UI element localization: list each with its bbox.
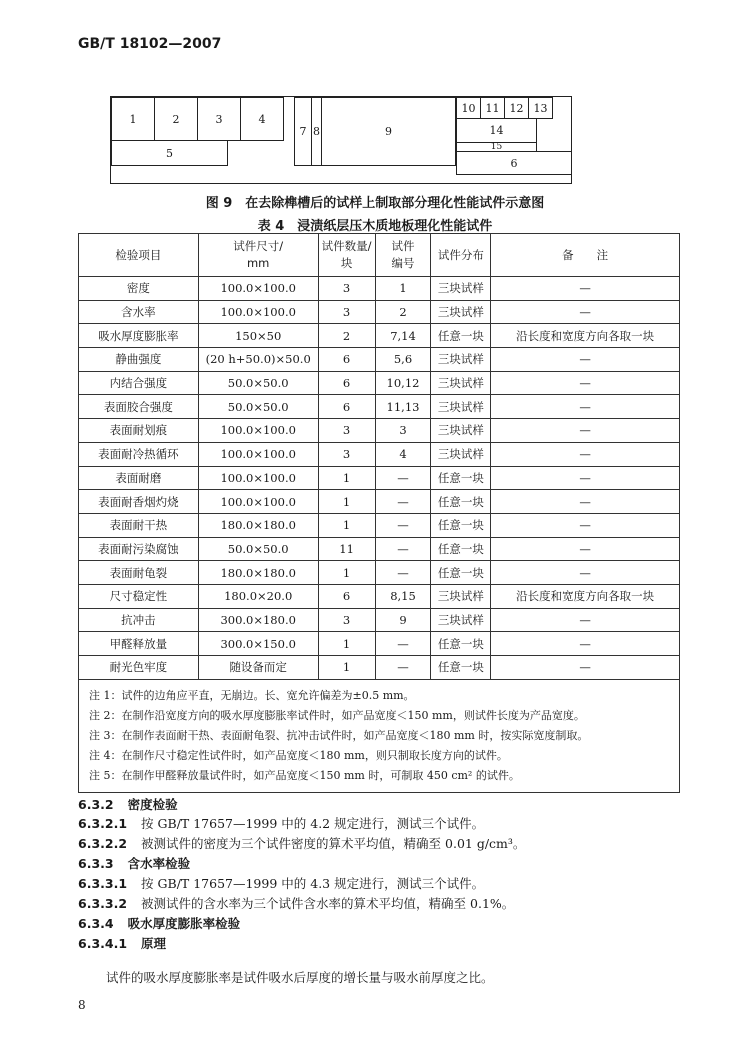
cell-code: 3 <box>375 419 431 443</box>
section-text: 被测试件的密度为三个试件密度的算术平均值，精确至 0.01 g/cm³。 <box>141 836 526 851</box>
cell-item: 静曲强度 <box>79 348 199 372</box>
section-text: 吸水厚度膨胀率检验 <box>127 916 241 931</box>
cell-size: 300.0×180.0 <box>198 608 318 632</box>
figure-cell: 12 <box>504 97 529 119</box>
cell-item: 抗冲击 <box>79 608 199 632</box>
cell-code: — <box>375 537 431 561</box>
cell-size: 100.0×100.0 <box>198 490 318 514</box>
cell-size: 180.0×180.0 <box>198 513 318 537</box>
cell-size: 100.0×100.0 <box>198 466 318 490</box>
cell-dist: 任意一块 <box>431 632 491 656</box>
table-notes-row <box>79 679 680 792</box>
cell-code: — <box>375 656 431 680</box>
cell-count: 3 <box>318 608 375 632</box>
section-text: 含水率检验 <box>127 856 191 871</box>
section-number: 6.3.3.1 <box>78 876 128 891</box>
cell-dist: 任意一块 <box>431 324 491 348</box>
cell-size: 150×50 <box>198 324 318 348</box>
cell-remark: — <box>491 300 680 324</box>
cell-item: 表面耐龟裂 <box>79 561 199 585</box>
table-row <box>79 277 680 301</box>
table-row <box>79 466 680 490</box>
section-text: 原理 <box>141 936 167 951</box>
cell-remark: — <box>491 608 680 632</box>
cell-remark: — <box>491 656 680 680</box>
cell-item: 密度 <box>79 277 199 301</box>
principle-paragraph: 试件的吸水厚度膨胀率是试件吸水后厚度的增长量与吸水前厚度之比。 <box>106 970 494 985</box>
cell-size: 50.0×50.0 <box>198 371 318 395</box>
cell-code: 7,14 <box>375 324 431 348</box>
cell-remark: 沿长度和宽度方向各取一块 <box>491 584 680 608</box>
cell-count: 2 <box>318 324 375 348</box>
cell-code: 11,13 <box>375 395 431 419</box>
table-row <box>79 371 680 395</box>
section-clause <box>78 894 514 912</box>
cell-code: — <box>375 513 431 537</box>
cell-count: 1 <box>318 632 375 656</box>
cell-count: 6 <box>318 371 375 395</box>
cell-dist: 任意一块 <box>431 513 491 537</box>
cell-size: 180.0×20.0 <box>198 584 318 608</box>
page-number: 8 <box>78 998 86 1012</box>
cell-dist: 三块试样 <box>431 395 491 419</box>
section-heading <box>78 854 190 872</box>
table-row <box>79 300 680 324</box>
cell-count: 11 <box>318 537 375 561</box>
cell-count: 1 <box>318 513 375 537</box>
cell-remark: — <box>491 466 680 490</box>
cell-size: 100.0×100.0 <box>198 442 318 466</box>
cell-dist: 任意一块 <box>431 466 491 490</box>
table-row <box>79 608 680 632</box>
cell-size: (20 h+50.0)×50.0 <box>198 348 318 372</box>
section-clause <box>78 834 525 852</box>
table-row <box>79 419 680 443</box>
cell-count: 1 <box>318 656 375 680</box>
section-text: 按 GB/T 17657—1999 中的 4.3 规定进行，测试三个试件。 <box>141 876 485 891</box>
cell-remark: — <box>491 395 680 419</box>
section-clause <box>78 874 484 892</box>
section-number: 6.3.2.2 <box>78 836 128 851</box>
cell-dist: 三块试样 <box>431 584 491 608</box>
section-clause <box>78 814 484 832</box>
cell-item: 表面耐划痕 <box>79 419 199 443</box>
cell-code: 1 <box>375 277 431 301</box>
section-heading <box>78 934 166 952</box>
standard-number: GB/T 18102—2007 <box>78 36 222 52</box>
cell-dist: 任意一块 <box>431 561 491 585</box>
table-header-row <box>79 234 680 277</box>
cell-item: 表面耐干热 <box>79 513 199 537</box>
cell-remark: — <box>491 561 680 585</box>
cell-count: 1 <box>318 490 375 514</box>
section-number: 6.3.4 <box>78 916 114 931</box>
cell-dist: 三块试样 <box>431 348 491 372</box>
cell-item: 表面胶合强度 <box>79 395 199 419</box>
figure-cell: 4 <box>240 97 284 141</box>
cell-item: 甲醛释放量 <box>79 632 199 656</box>
figure-cell: 5 <box>111 140 228 166</box>
table-row <box>79 490 680 514</box>
figure-cell: 14 <box>456 118 537 143</box>
table-row <box>79 348 680 372</box>
cell-code: 5,6 <box>375 348 431 372</box>
figure-cell: 8 <box>311 97 322 166</box>
table-note: 注 3：在制作表面耐干热、表面耐龟裂、抗冲击试件时，如产品宽度＜180 mm 时，按实际宽度制取。 <box>89 728 589 742</box>
specimen-layout-figure <box>110 96 572 184</box>
table-row <box>79 656 680 680</box>
section-number: 6.3.3.2 <box>78 896 128 911</box>
cell-code: — <box>375 561 431 585</box>
cell-dist: 三块试样 <box>431 608 491 632</box>
header-remark: 备 注 <box>491 234 680 277</box>
section-text: 按 GB/T 17657—1999 中的 4.2 规定进行，测试三个试件。 <box>141 816 485 831</box>
cell-code: 2 <box>375 300 431 324</box>
table-row <box>79 584 680 608</box>
cell-size: 300.0×150.0 <box>198 632 318 656</box>
cell-count: 3 <box>318 277 375 301</box>
cell-count: 3 <box>318 300 375 324</box>
cell-size: 100.0×100.0 <box>198 277 318 301</box>
cell-dist: 三块试样 <box>431 300 491 324</box>
cell-code: — <box>375 490 431 514</box>
figure-caption: 图 9 在去除榫槽后的试样上制取部分理化性能试件示意图 <box>205 196 545 211</box>
cell-dist: 任意一块 <box>431 490 491 514</box>
cell-remark: — <box>491 632 680 656</box>
cell-size: 100.0×100.0 <box>198 300 318 324</box>
cell-dist: 任意一块 <box>431 537 491 561</box>
header-distribution: 试件分布 <box>431 234 491 277</box>
figure-cell: 11 <box>480 97 505 119</box>
table-note: 注 2：在制作沿宽度方向的吸水厚度膨胀率试件时，如产品宽度＜150 mm，则试件长度为产品宽度。 <box>89 708 585 722</box>
cell-count: 6 <box>318 584 375 608</box>
cell-size: 100.0×100.0 <box>198 419 318 443</box>
cell-count: 1 <box>318 466 375 490</box>
table-note: 注 1：试件的边角应平直，无崩边。长、宽允许偏差为±0.5 mm。 <box>89 688 415 702</box>
cell-size: 180.0×180.0 <box>198 561 318 585</box>
cell-item: 表面耐磨 <box>79 466 199 490</box>
cell-count: 3 <box>318 419 375 443</box>
cell-code: 10,12 <box>375 371 431 395</box>
cell-remark: — <box>491 490 680 514</box>
header-code: 试件 编号 <box>375 234 431 277</box>
cell-remark: 沿长度和宽度方向各取一块 <box>491 324 680 348</box>
cell-count: 6 <box>318 395 375 419</box>
cell-code: — <box>375 466 431 490</box>
table-row <box>79 324 680 348</box>
cell-dist: 三块试样 <box>431 277 491 301</box>
section-text: 密度检验 <box>127 797 178 812</box>
cell-count: 6 <box>318 348 375 372</box>
cell-dist: 三块试样 <box>431 442 491 466</box>
figure-cell: 2 <box>154 97 198 141</box>
section-text: 被测试件的含水率为三个试件含水率的算术平均值，精确至 0.1%。 <box>141 896 515 911</box>
section-heading <box>78 914 240 932</box>
cell-count: 3 <box>318 442 375 466</box>
table-notes <box>79 679 680 792</box>
cell-item: 表面耐冷热循环 <box>79 442 199 466</box>
cell-item: 含水率 <box>79 300 199 324</box>
cell-count: 1 <box>318 561 375 585</box>
cell-dist: 三块试样 <box>431 419 491 443</box>
cell-size: 50.0×50.0 <box>198 537 318 561</box>
figure-cell: 9 <box>321 97 456 166</box>
cell-item: 尺寸稳定性 <box>79 584 199 608</box>
section-number: 6.3.2.1 <box>78 816 128 831</box>
table-note: 注 5：在制作甲醛释放量试件时，如产品宽度＜150 mm 时，可制取 450 cm² 的试件。 <box>89 768 520 782</box>
cell-code: — <box>375 632 431 656</box>
cell-item: 表面耐香烟灼烧 <box>79 490 199 514</box>
section-number: 6.3.4.1 <box>78 936 128 951</box>
section-number: 6.3.2 <box>78 797 114 812</box>
figure-cell: 6 <box>456 151 572 175</box>
cell-remark: — <box>491 419 680 443</box>
cell-remark: — <box>491 537 680 561</box>
table-note: 注 4：在制作尺寸稳定性试件时，如产品宽度＜180 mm，则只制取长度方向的试件。 <box>89 748 508 762</box>
table-row <box>79 513 680 537</box>
cell-dist: 三块试样 <box>431 371 491 395</box>
cell-code: 9 <box>375 608 431 632</box>
cell-code: 4 <box>375 442 431 466</box>
table-row <box>79 632 680 656</box>
cell-remark: — <box>491 442 680 466</box>
figure-cell: 3 <box>197 97 241 141</box>
table-row <box>79 537 680 561</box>
table-row <box>79 442 680 466</box>
cell-item: 内结合强度 <box>79 371 199 395</box>
cell-item: 吸水厚度膨胀率 <box>79 324 199 348</box>
cell-remark: — <box>491 348 680 372</box>
cell-remark: — <box>491 371 680 395</box>
figure-cell: 7 <box>294 97 312 166</box>
cell-code: 8,15 <box>375 584 431 608</box>
section-heading <box>78 795 178 813</box>
header-size: 试件尺寸/ mm <box>198 234 318 277</box>
figure-cell: 15 <box>456 142 537 152</box>
header-count: 试件数量/ 块 <box>318 234 375 277</box>
section-number: 6.3.3 <box>78 856 114 871</box>
cell-item: 耐光色牢度 <box>79 656 199 680</box>
cell-dist: 任意一块 <box>431 656 491 680</box>
figure-cell: 1 <box>111 97 155 141</box>
figure-cell: 13 <box>528 97 553 119</box>
cell-item: 表面耐污染腐蚀 <box>79 537 199 561</box>
table-caption: 表 4 浸渍纸层压木质地板理化性能试件 <box>257 219 493 234</box>
cell-size: 随设备而定 <box>198 656 318 680</box>
cell-size: 50.0×50.0 <box>198 395 318 419</box>
table-row <box>79 561 680 585</box>
specimen-table <box>78 233 680 793</box>
figure-cell: 10 <box>456 97 481 119</box>
header-item: 检验项目 <box>79 234 199 277</box>
cell-remark: — <box>491 277 680 301</box>
table-row <box>79 395 680 419</box>
cell-remark: — <box>491 513 680 537</box>
